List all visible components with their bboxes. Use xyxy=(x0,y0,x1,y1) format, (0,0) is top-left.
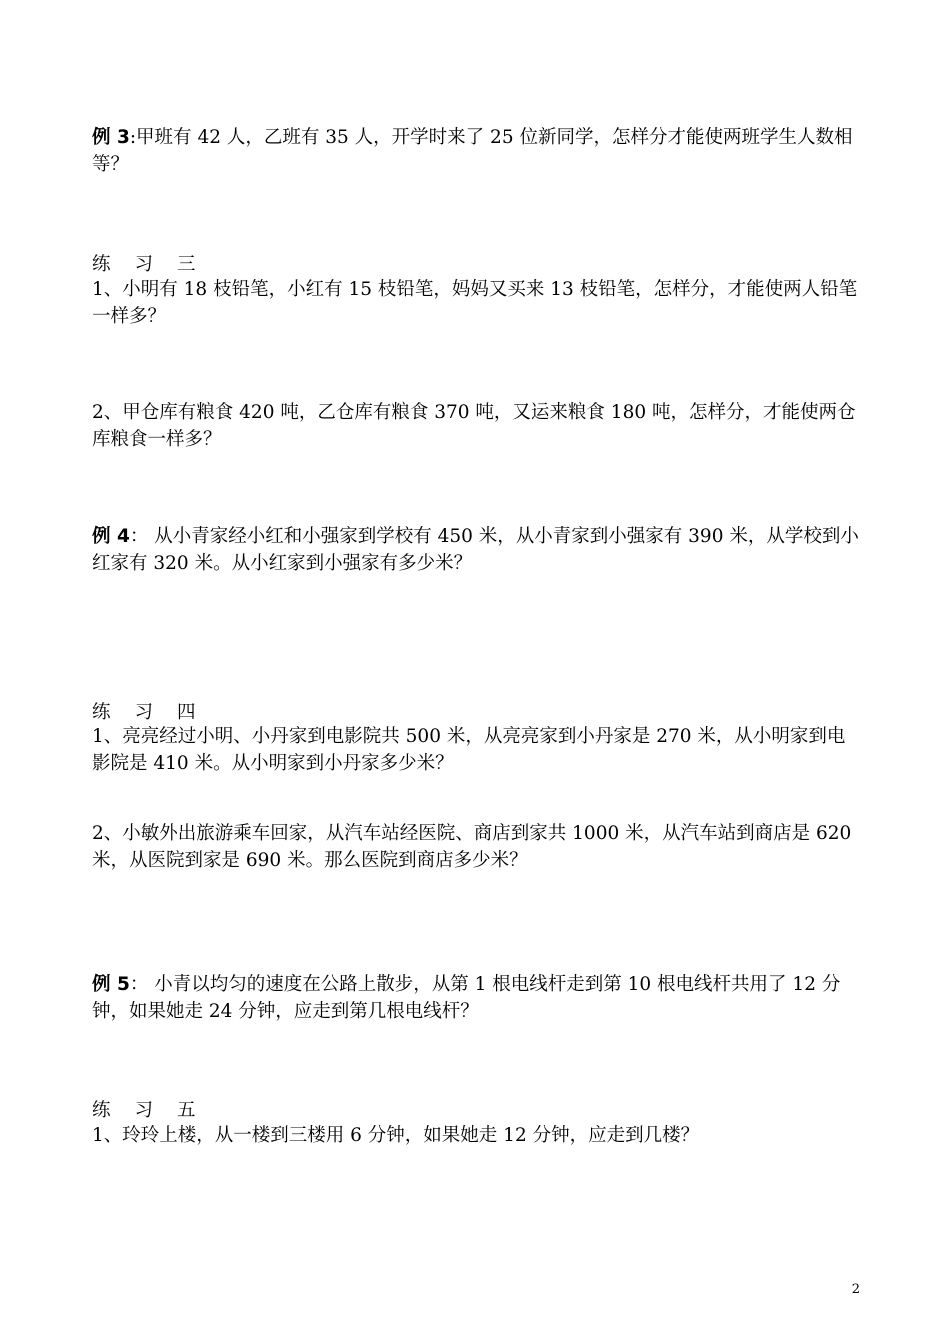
heading-char: 四 xyxy=(177,702,196,723)
practice-4-item-2: 2、小敏外出旅游乘车回家，从汽车站经医院、商店到家共 1000 米，从汽车站到商店是 620 米，从医院到家是 690 米。那么医院到商店多少米？ xyxy=(92,823,852,871)
heading-char: 五 xyxy=(177,1100,196,1121)
example-5 xyxy=(92,971,862,1025)
heading-char: 练 xyxy=(92,702,111,723)
example-3 xyxy=(92,124,862,178)
practice-4-heading xyxy=(92,699,220,726)
heading-char: 习 xyxy=(134,702,154,723)
practice-3-heading xyxy=(92,251,220,278)
practice-3-item-2: 2、甲仓库有粮食 420 吨，乙仓库有粮食 370 吨，又运来粮食 180 吨，怎样分，才能使两仓库粮食一样多？ xyxy=(92,402,856,450)
example-5-label: 例 5 xyxy=(92,974,130,995)
heading-char: 练 xyxy=(92,1100,111,1121)
practice-5-heading xyxy=(92,1097,220,1124)
example-4-label: 例 4 xyxy=(92,526,130,547)
heading-char: 练 xyxy=(92,254,111,275)
practice-3-item-1: 1、小明有 18 枝铅笔，小红有 15 枝铅笔，妈妈又买来 13 枝铅笔，怎样分，才能使两人铅笔一样多？ xyxy=(92,279,858,327)
example-5-text: ： 小青以均匀的速度在公路上散步，从第 1 根电线杆走到第 10 根电线杆共用了 12 分钟，如果她走 24 分钟，应走到第几根电线杆？ xyxy=(92,974,841,1022)
example-3-label: 例 3 xyxy=(92,127,130,148)
practice-4-item-1: 1、亮亮经过小明、小丹家到电影院共 500 米，从亮亮家到小丹家是 270 米，从小明家到电影院是 410 米。从小明家到小丹家多少米？ xyxy=(92,726,846,774)
page-number: 2 xyxy=(851,1282,860,1297)
heading-char: 三 xyxy=(177,254,196,275)
practice-5-item-1: 1、玲玲上楼，从一楼到三楼用 6 分钟，如果她走 12 分钟，应走到几楼？ xyxy=(92,1125,700,1146)
example-4 xyxy=(92,523,862,577)
example-4-text: ： 从小青家经小红和小强家到学校有 450 米，从小青家到小强家有 390 米，从学校到小红家有 320 米。从小红家到小强家有多少米？ xyxy=(92,526,859,574)
heading-char: 习 xyxy=(134,254,154,275)
heading-char: 习 xyxy=(134,1100,154,1121)
example-3-text: :甲班有 42 人，乙班有 35 人，开学时来了 25 位新同学，怎样分才能使两班学生人数相等？ xyxy=(92,127,853,175)
